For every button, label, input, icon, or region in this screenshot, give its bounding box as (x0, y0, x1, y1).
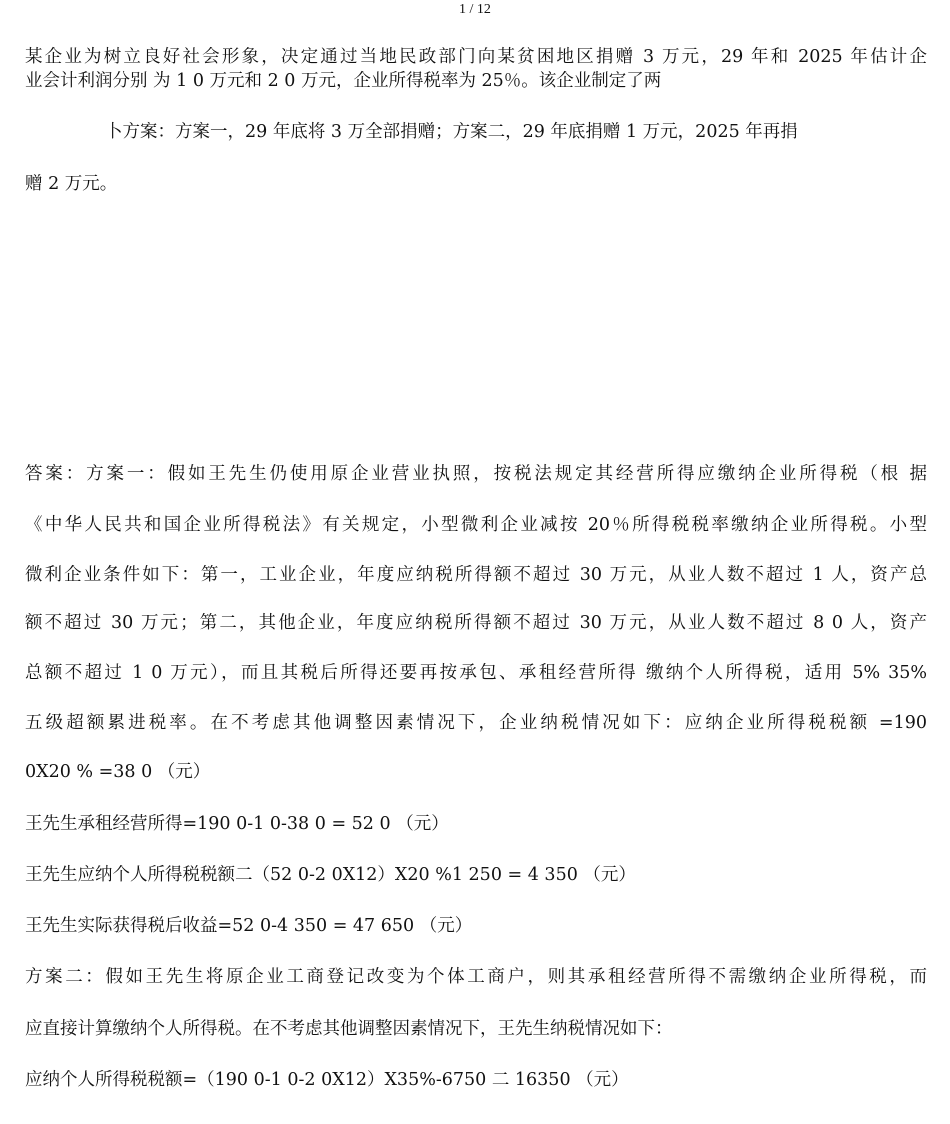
income-line: 王先生承租经营所得=190 0-1 0-38 0 = 52 0 （元） (25, 814, 449, 834)
answer-line-5: 总额不超过 1 0 万元），而且其税后所得还要再按承包、承租经营所得 缴纳个人所得税，适用 5% 35% (25, 663, 927, 683)
personal-tax-line: 王先生应纳个人所得税税额二（52 0-2 0X12）X20 %1 250 = 4 350 （元） (25, 865, 636, 885)
answer-line-3: 微利企业条件如下：第一，工业企业，年度应纳税所得额不超过 30 万元，从业人数不超过 1 人，资产总 (25, 565, 927, 585)
plan2-tax-line: 应纳个人所得税税额=（190 0-1 0-2 0X12）X35%-6750 二 16350 （元） (25, 1070, 629, 1090)
answer-line-6: 五级超额累进税率。在不考虑其他调整因素情况下，企业纳税情况如下：应纳企业所得税税额 =190 (25, 713, 927, 733)
question-line-4: 赠 2 万元。 (25, 174, 118, 194)
plan2-line-1: 方案二：假如王先生将原企业工商登记改变为个体工商户，则其承租经营所得不需缴纳企业所得税，而 (25, 967, 927, 987)
answer-line-4: 额不超过 30 万元；第二，其他企业，年度应纳税所得额不超过 30 万元，从业人数不超过 8 0 人，资产 (25, 613, 927, 633)
question-line-1: 某企业为树立良好社会形象，决定通过当地民政部门向某贫困地区捐赠 3 万元，29 年和 2025 年估计企 (25, 47, 927, 67)
question-line-2: 业会计利润分别 为 1 0 万元和 2 0 万元，企业所得税率为 25％。该企业制定了两 (25, 71, 662, 91)
net-income-line: 王先生实际获得税后收益=52 0-4 350 = 47 650 （元） (25, 916, 473, 936)
answer-line-2: 《中华人民共和国企业所得税法》有关规定，小型微利企业减按 20％所得税税率缴纳企业所得税。小型 (25, 515, 927, 535)
question-line-3: 卜方案：方案一，29 年底将 3 万全部捐赠；方案二，29 年底捐赠 1 万元，2025 年再捐 (105, 122, 798, 142)
answer-line-1: 答案：方案一：假如王先生仍使用原企业营业执照，按税法规定其经营所得应缴纳企业所得税（根 据 (25, 464, 927, 484)
page-number: 1 / 12 (459, 2, 491, 17)
answer-line-7: 0X20 % =38 0 （元） (25, 762, 211, 782)
plan2-line-2: 应直接计算缴纳个人所得税。在不考虑其他调整因素情况下，王先生纳税情况如下： (25, 1019, 673, 1039)
